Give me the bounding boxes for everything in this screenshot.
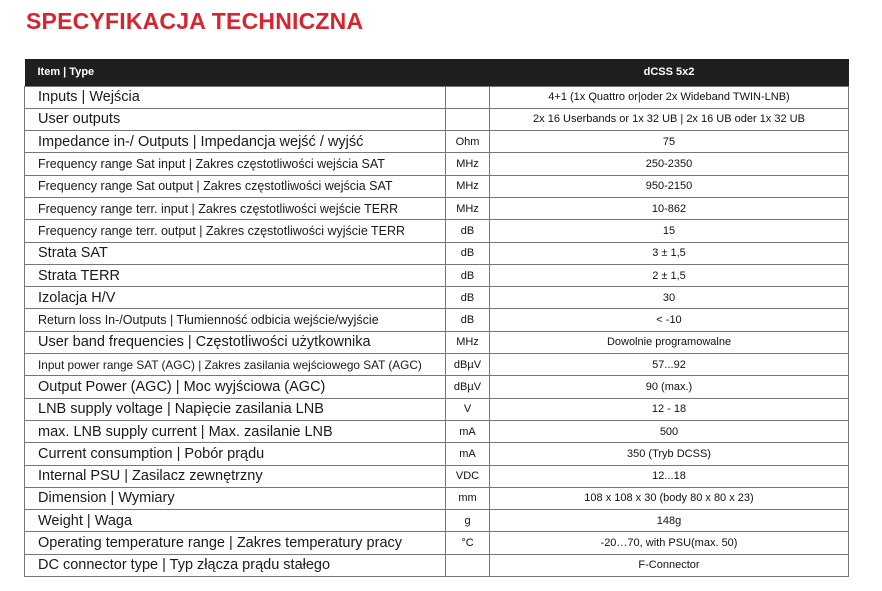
row-value: 3 ± 1,5: [490, 242, 849, 264]
row-item: Internal PSU | Zasilacz zewnętrzny: [25, 465, 446, 487]
table-row: [25, 220, 849, 242]
row-value: 90 (max.): [490, 376, 849, 398]
row-value: 2 ± 1,5: [490, 264, 849, 286]
row-unit: dB: [446, 309, 490, 331]
row-value: 2x 16 Userbands or 1x 32 UB | 2x 16 UB oder 1x 32 UB: [490, 108, 849, 130]
row-unit: dB: [446, 220, 490, 242]
row-value: 350 (Tryb DCSS): [490, 443, 849, 465]
row-unit: dB: [446, 287, 490, 309]
row-item: Operating temperature range | Zakres temperatury pracy: [25, 532, 446, 554]
header-value: dCSS 5x2: [643, 66, 695, 79]
row-value: 4+1 (1x Quattro or|oder 2x Wideband TWIN-LNB): [490, 86, 849, 108]
row-item: Frequency range Sat output | Zakres częstotliwości wejścia SAT: [25, 175, 446, 197]
table-row: [25, 487, 849, 509]
row-unit: MHz: [446, 153, 490, 175]
row-item: Frequency range terr. output | Zakres częstotliwości wyjście TERR: [25, 220, 446, 242]
row-value: 75: [490, 131, 849, 153]
row-item: Weight | Waga: [25, 510, 446, 532]
row-unit: mA: [446, 420, 490, 442]
table-row: [25, 86, 849, 108]
row-value: 148g: [490, 510, 849, 532]
table-row: [25, 331, 849, 353]
row-unit: [446, 108, 490, 130]
row-value: F-Connector: [490, 554, 849, 576]
row-value: 950-2150: [490, 175, 849, 197]
row-unit: [446, 86, 490, 108]
row-unit: V: [446, 398, 490, 420]
row-item: User band frequencies | Częstotliwości użytkownika: [25, 331, 446, 353]
table-row: [25, 465, 849, 487]
table-row: [25, 376, 849, 398]
row-unit: MHz: [446, 331, 490, 353]
row-value: 250-2350: [490, 153, 849, 175]
row-value: < -10: [490, 309, 849, 331]
row-item: Inputs | Wejścia: [25, 86, 446, 108]
row-value: 15: [490, 220, 849, 242]
header-unit: [446, 59, 490, 86]
row-item: max. LNB supply current | Max. zasilanie LNB: [25, 420, 446, 442]
row-unit: dB: [446, 264, 490, 286]
table-row: [25, 197, 849, 219]
table-row: [25, 554, 849, 576]
table-row: [25, 153, 849, 175]
table-row: [25, 420, 849, 442]
row-item: Strata SAT: [25, 242, 446, 264]
table-row: [25, 398, 849, 420]
table-row: [25, 354, 849, 376]
row-item: Output Power (AGC) | Moc wyjściowa (AGC): [25, 376, 446, 398]
table-row: [25, 264, 849, 286]
row-item: User outputs: [25, 108, 446, 130]
row-value: 500: [490, 420, 849, 442]
row-item: Izolacja H/V: [25, 287, 446, 309]
row-unit: Ohm: [446, 131, 490, 153]
row-item: Impedance in-/ Outputs | Impedancja wejść / wyjść: [25, 131, 446, 153]
page-title: SPECYFIKACJA TECHNICZNA: [26, 8, 364, 34]
row-value: -20…70, with PSU(max. 50): [490, 532, 849, 554]
table-row: [25, 309, 849, 331]
row-unit: [446, 554, 490, 576]
row-item: DC connector type | Typ złącza prądu stałego: [25, 554, 446, 576]
row-value: 108 x 108 x 30 (body 80 x 80 x 23): [490, 487, 849, 509]
row-unit: °C: [446, 532, 490, 554]
row-item: Frequency range Sat input | Zakres częstotliwości wejścia SAT: [25, 153, 446, 175]
row-unit: dBµV: [446, 354, 490, 376]
header-item: Item | Type: [37, 66, 95, 79]
row-unit: g: [446, 510, 490, 532]
table-row: [25, 532, 849, 554]
row-item: Input power range SAT (AGC) | Zakres zasilania wejściowego SAT (AGC): [25, 354, 446, 376]
row-value: 10-862: [490, 197, 849, 219]
row-unit: MHz: [446, 197, 490, 219]
row-value: 12 - 18: [490, 398, 849, 420]
table-row: [25, 131, 849, 153]
table-row: [25, 443, 849, 465]
row-value: 30: [490, 287, 849, 309]
table-row: [25, 287, 849, 309]
row-item: Return loss In-/Outputs | Tłumienność odbicia wejście/wyjście: [25, 309, 446, 331]
row-item: LNB supply voltage | Napięcie zasilania LNB: [25, 398, 446, 420]
row-item: Current consumption | Pobór prądu: [25, 443, 446, 465]
table-row: [25, 510, 849, 532]
table-row: [25, 108, 849, 130]
row-unit: mA: [446, 443, 490, 465]
row-value: 57...92: [490, 354, 849, 376]
row-value: 12...18: [490, 465, 849, 487]
row-value: Dowolnie programowalne: [490, 331, 849, 353]
row-unit: VDC: [446, 465, 490, 487]
row-item: Dimension | Wymiary: [25, 487, 446, 509]
table-row: [25, 175, 849, 197]
row-unit: dBµV: [446, 376, 490, 398]
table-row: [25, 242, 849, 264]
spec-table: [24, 59, 849, 577]
table-header-row: [25, 59, 849, 86]
row-item: Strata TERR: [25, 264, 446, 286]
row-item: Frequency range terr. input | Zakres częstotliwości wejście TERR: [25, 197, 446, 219]
row-unit: mm: [446, 487, 490, 509]
row-unit: MHz: [446, 175, 490, 197]
row-unit: dB: [446, 242, 490, 264]
